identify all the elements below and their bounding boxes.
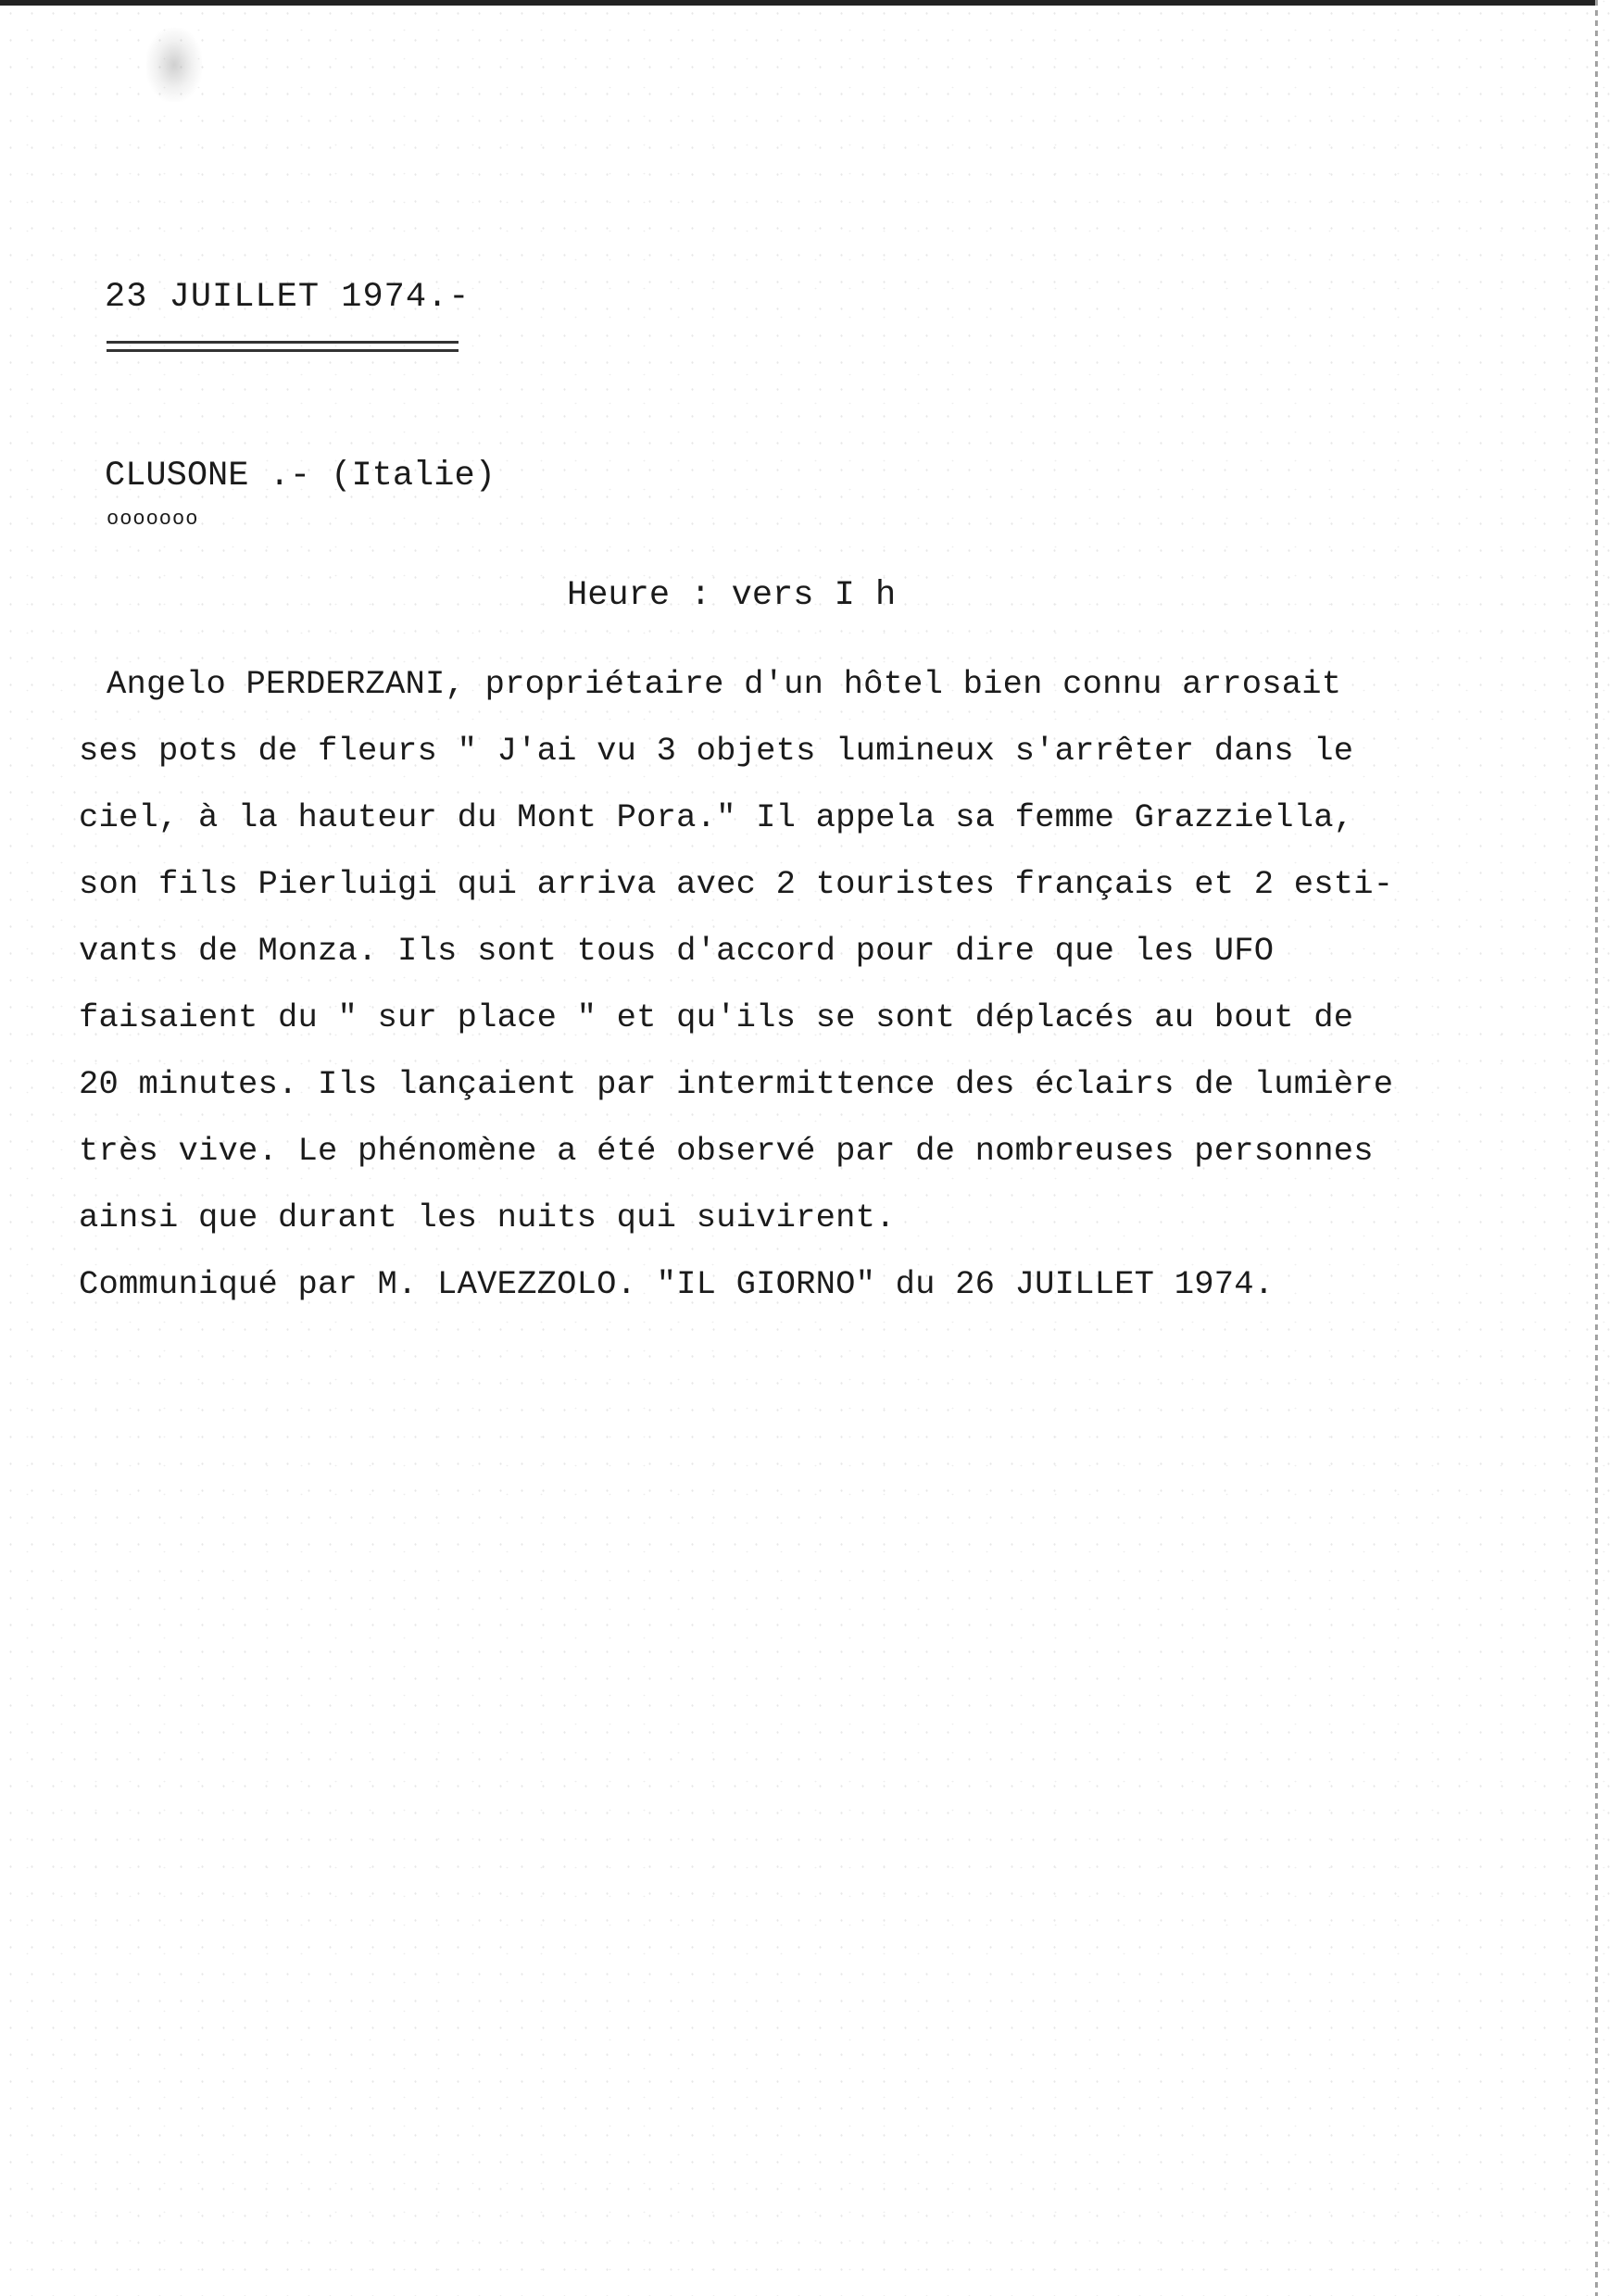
place-heading: CLUSONE .- (Italie) bbox=[105, 457, 496, 496]
body-line: très vive. Le phénomène a été observé par de nombreuses personnes bbox=[79, 1132, 1374, 1170]
body-line: Communiqué par M. LAVEZZOLO. "IL GIORNO" du 26 JUILLET 1974. bbox=[79, 1265, 1275, 1303]
date-underline bbox=[107, 341, 459, 344]
body-line: ciel, à la hauteur du Mont Pora." Il appela sa femme Grazziella, bbox=[79, 798, 1354, 836]
body-line: son fils Pierluigi qui arriva avec 2 touristes français et 2 esti- bbox=[79, 865, 1394, 903]
top-border-line bbox=[0, 0, 1595, 6]
date-underline-double bbox=[107, 349, 459, 352]
place-underline-dots: ooooooo bbox=[107, 508, 199, 531]
right-edge-line bbox=[1595, 0, 1598, 2296]
body-line: vants de Monza. Ils sont tous d'accord pour dire que les UFO bbox=[79, 932, 1275, 970]
body-line: ses pots de fleurs " J'ai vu 3 objets lumineux s'arrêter dans le bbox=[79, 732, 1354, 770]
date-heading: 23 JUILLET 1974.- bbox=[105, 278, 471, 317]
ink-smudge bbox=[146, 28, 202, 102]
body-line: 20 minutes. Ils lançaient par intermittence des éclairs de lumière bbox=[79, 1065, 1394, 1103]
body-line: ainsi que durant les nuits qui suivirent. bbox=[79, 1198, 896, 1236]
body-line: Angelo PERDERZANI, propriétaire d'un hôtel bien connu arrosait bbox=[107, 665, 1342, 703]
body-line: faisaient du " sur place " et qu'ils se sont déplacés au bout de bbox=[79, 998, 1354, 1036]
time-line: Heure : vers I h bbox=[567, 576, 897, 615]
